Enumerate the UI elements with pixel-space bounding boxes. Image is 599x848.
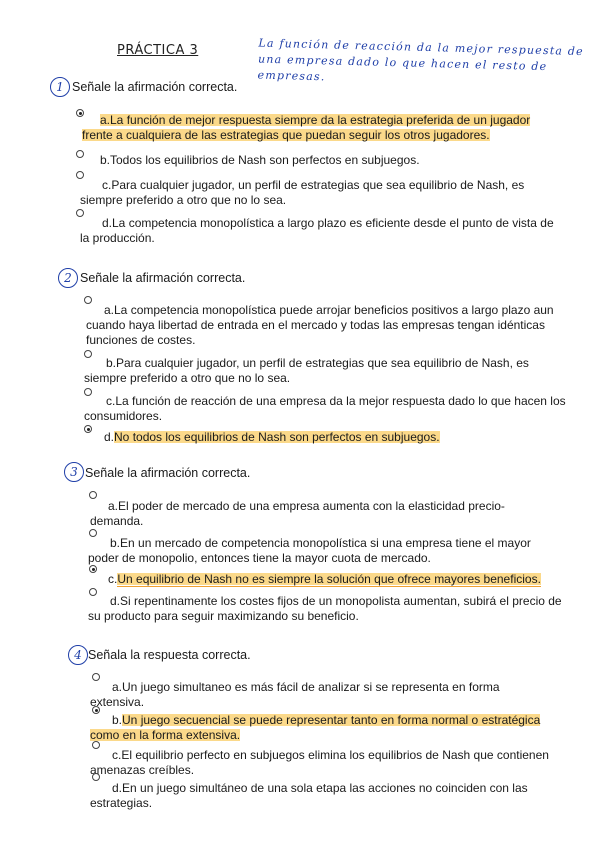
question-4-option-d: d.En un juego simultáneo de una sola etapa las acciones no coinciden con las estrategias. [90, 781, 528, 810]
question-2-option-d: d.No todos los equilibrios de Nash son perfectos en subjuegos. [104, 430, 440, 444]
question-3-option-b: b.En un mercado de competencia monopolística si una empresa tiene el mayor poder de monopolio, entonces tiene la mayor cuota de mercado. [88, 536, 531, 565]
question-3-option-c-radio[interactable] [89, 565, 97, 573]
question-4-option-d-radio[interactable] [92, 773, 100, 781]
question-3-number-badge: 3 [64, 462, 84, 482]
question-4-option-a: a.Un juego simultaneo es más fácil de analizar si se representa en forma extensiva. [90, 680, 500, 709]
question-1-number-badge: 1 [50, 77, 70, 97]
question-3-option-d: d.Si repentinamente los costes fijos de un monopolista aumentan, subirá el precio de su producto para seguir maximizando su beneficio. [88, 594, 562, 623]
question-1-prompt: Señale la afirmación correcta. [72, 80, 238, 94]
question-4-option-b: b.Un juego secuencial se puede representar tanto en forma normal o estratégica como en la forma extensiva. [90, 713, 541, 742]
question-2-number-badge: 2 [58, 268, 78, 288]
question-3-option-a: a.El poder de mercado de una empresa aumenta con la elasticidad precio-demanda. [90, 499, 505, 528]
question-3-prompt: Señale la afirmación correcta. [85, 466, 251, 480]
question-1-option-a: a.La función de mejor respuesta siempre da la estrategia preferida de un jugador frente a cualquiera de las estrategias que puedan seguir los otros jugadores. [82, 113, 531, 142]
question-1-option-b: b.Todos los equilibrios de Nash son perfectos en subjuegos. [100, 153, 420, 167]
question-4-option-c: c.El equilibrio perfecto en subjuegos elimina los equilibrios de Nash que contienen amenazas creíbles. [90, 748, 549, 777]
page-title: PRÁCTICA 3 [117, 43, 199, 58]
question-1-option-c: c.Para cualquier jugador, un perfil de estrategias que sea equilibrio de Nash, es siempre preferido a otro que no lo sea. [80, 178, 525, 207]
question-2-option-d-radio[interactable] [84, 425, 92, 433]
question-2-option-b: b.Para cualquier jugador, un perfil de estrategias que sea equilibrio de Nash, es siempre preferido a otro que no lo sea. [84, 356, 529, 385]
handwritten-note: La función de reacción da la mejor respuesta de una empresa dado lo que hacen el resto de empresas. [257, 36, 584, 84]
question-1-option-d: d.La competencia monopolística a largo plazo es eficiente desde el punto de vista de la producción. [80, 216, 554, 245]
question-1-option-b-radio[interactable] [76, 150, 84, 158]
question-3-option-c: c.Un equilibrio de Nash no es siempre la solución que ofrece mayores beneficios. [108, 572, 541, 586]
question-4-number-badge: 4 [68, 645, 88, 665]
question-2-option-a: a.La competencia monopolística puede arrojar beneficios positivos a largo plazo aun cuando haya libertad de entrada en el mercado y todas las empresas tengan idénticas funciones de costes. [86, 303, 554, 347]
question-4-prompt: Señala la respuesta correcta. [88, 648, 251, 662]
question-2-prompt: Señale la afirmación correcta. [80, 271, 246, 285]
question-2-option-c: c.La función de reacción de una empresa da la mejor respuesta dado lo que hacen los consumidores. [84, 394, 566, 423]
question-3-option-a-radio[interactable] [89, 491, 97, 499]
